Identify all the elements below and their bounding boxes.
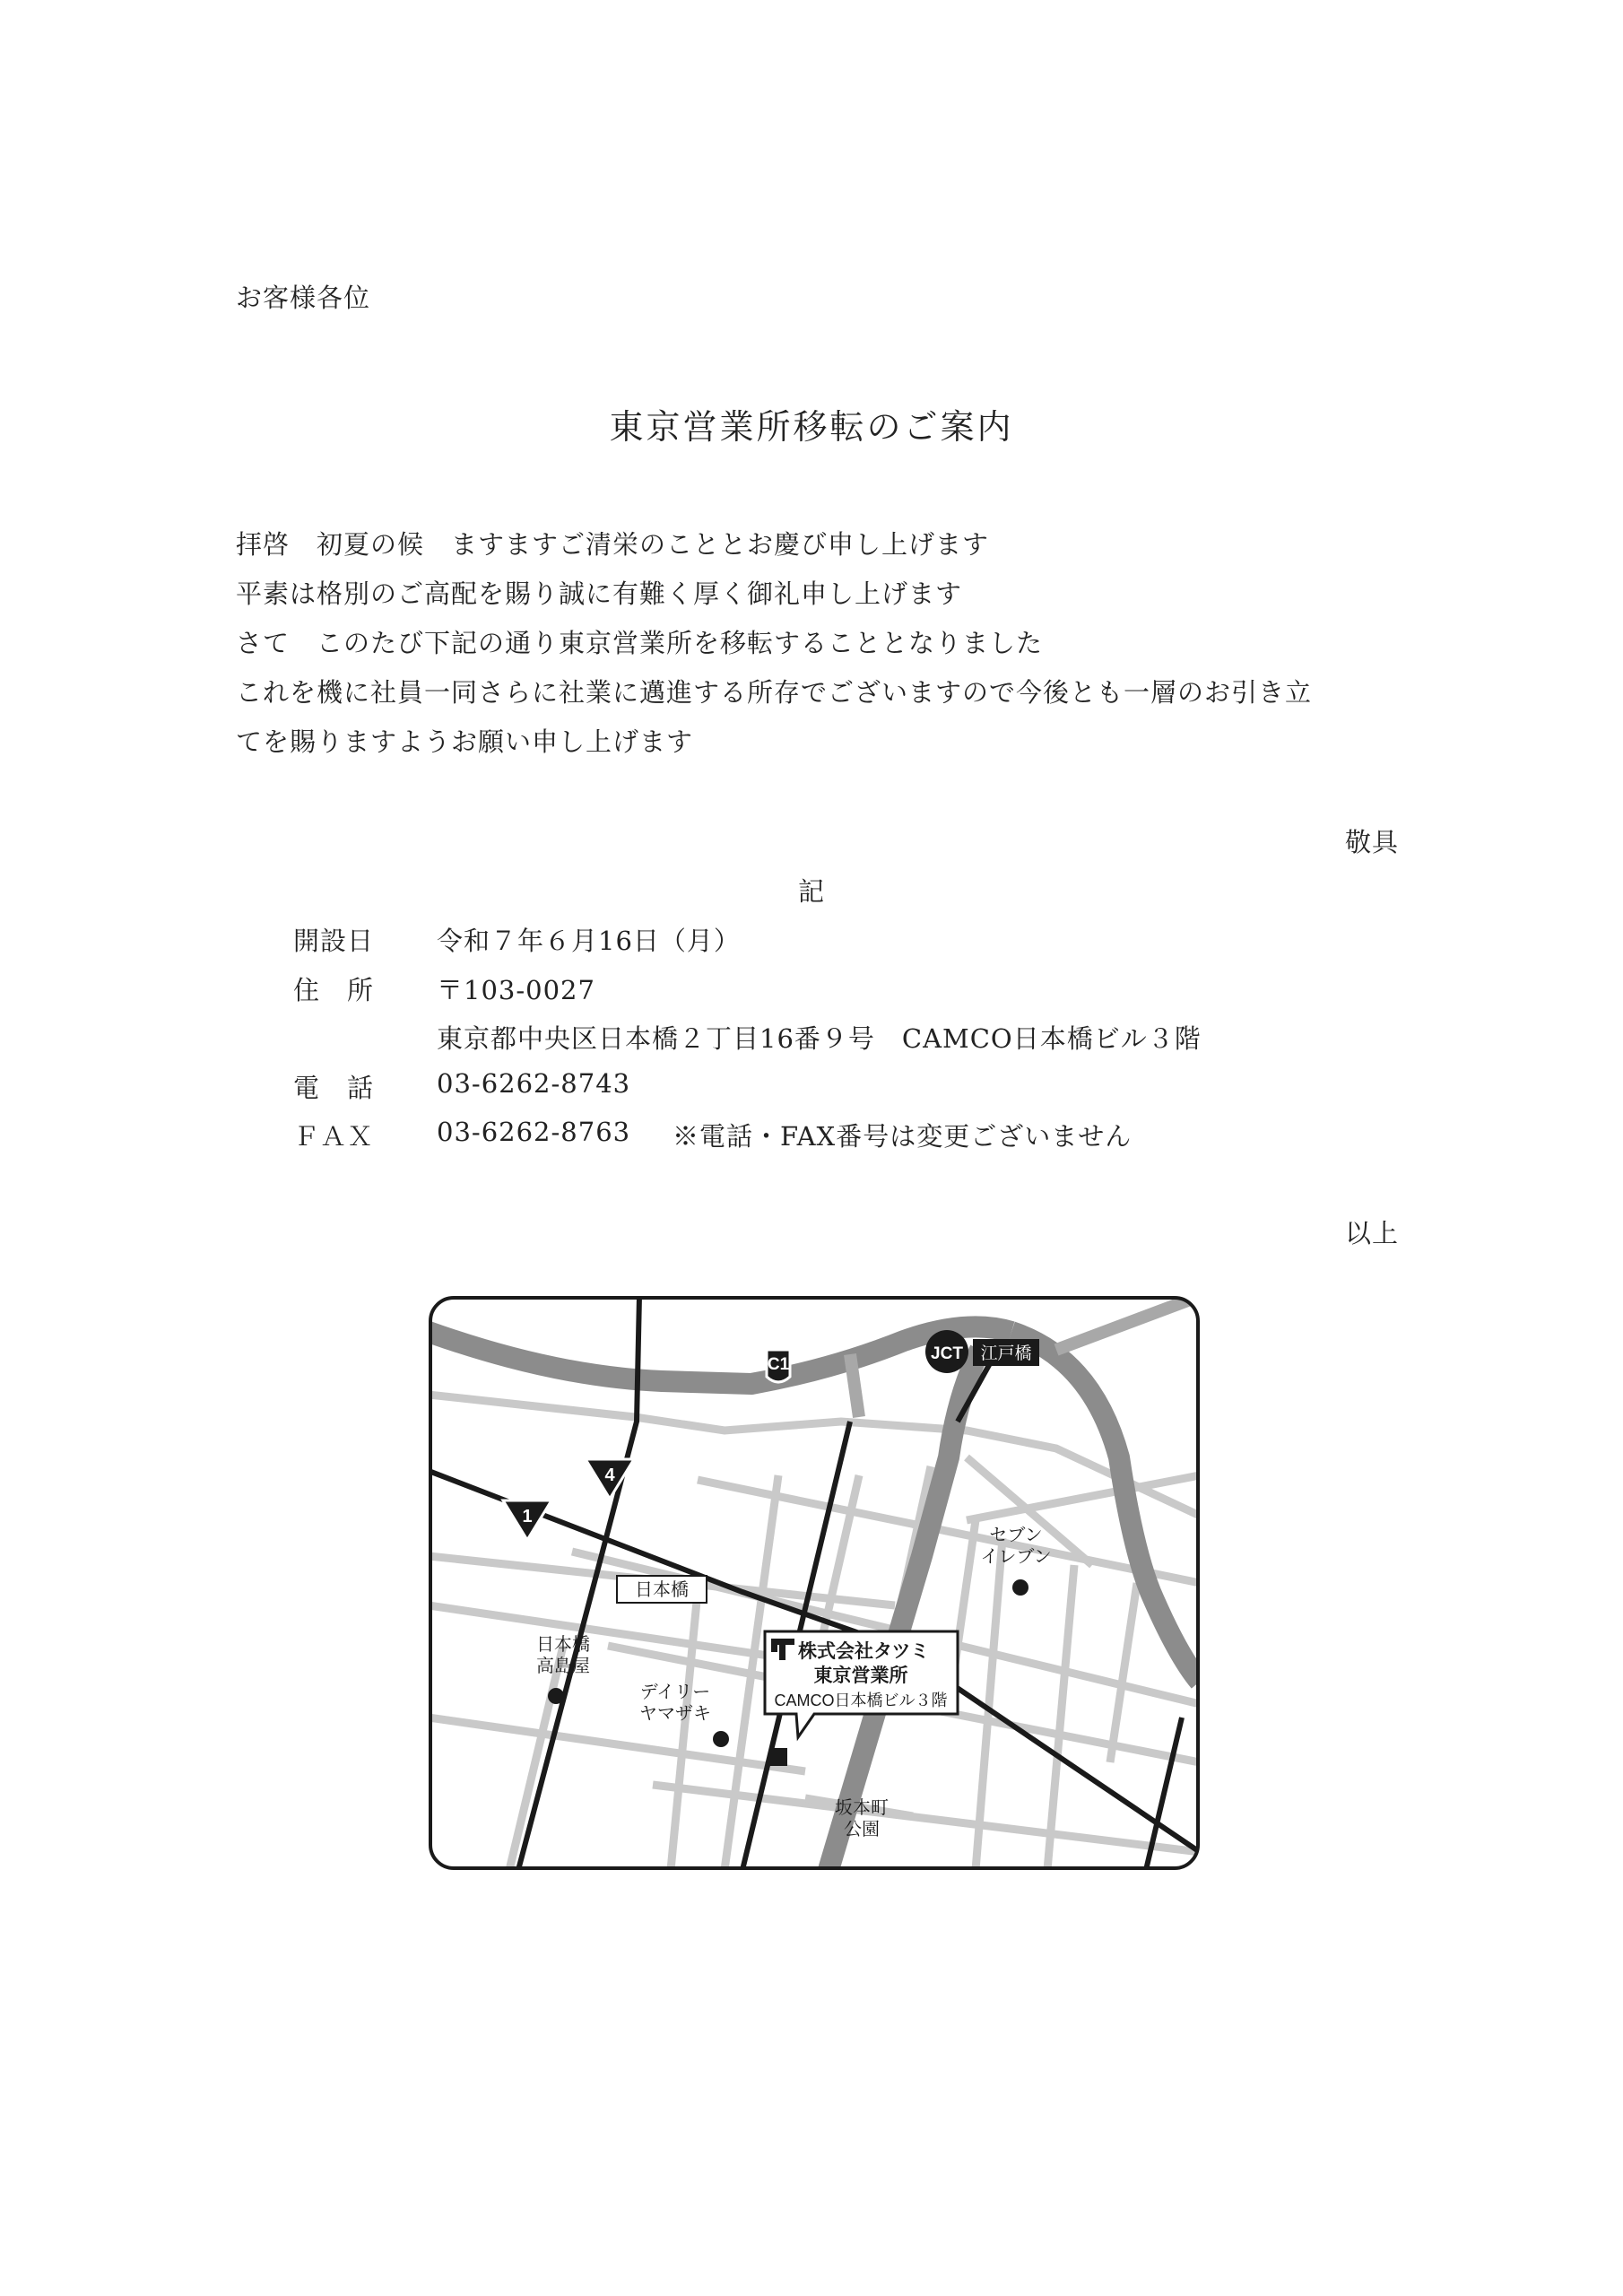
tel-value: 03-6262-8743: [437, 1068, 631, 1099]
end-word: 以上: [1344, 1218, 1399, 1248]
daily-yamazaki-marker-icon: [713, 1731, 729, 1747]
ki-heading: 記: [797, 876, 825, 907]
sakamotocho-park-label-2: 公園: [844, 1820, 880, 1839]
closing-word: 敬具: [1344, 827, 1399, 857]
seven-eleven-label-2: イレブン: [980, 1547, 1052, 1567]
open-date-value: 令和７年６月16日（月）: [437, 926, 741, 956]
fax-value: 03-6262-8763: [437, 1117, 631, 1147]
body-line-3: さて このたび下記の通り東京営業所を移転することとなりました: [236, 628, 1044, 658]
daily-yamazaki-label-1: デイリー: [639, 1683, 711, 1702]
takashimaya-label-2: 高島屋: [536, 1657, 590, 1676]
jct-label: JCT: [931, 1344, 963, 1363]
body-line-4: これを機に社員一同さらに社業に邁進する所存でございますので今後とも一層のお引き立: [236, 677, 1313, 708]
seven-eleven-marker-icon: [1012, 1579, 1028, 1596]
map-office-name: 東京営業所: [813, 1665, 908, 1686]
number-unchanged-note: ※電話・FAX番号は変更ございません: [673, 1121, 1133, 1152]
body-line-2: 平素は格別のご高配を賜り誠に有難く厚く御礼申し上げます: [236, 578, 963, 609]
map-building-name: CAMCO日本橋ビル３階: [774, 1692, 948, 1709]
postal-code: 〒103-0027: [437, 975, 595, 1005]
addressee: お客様各位: [236, 283, 371, 313]
body-line-1: 拝啓 初夏の候 ますますご清栄のこととお慶び申し上げます: [236, 529, 990, 560]
access-map: [429, 1296, 1200, 1870]
takashimaya-marker-icon: [548, 1688, 564, 1704]
address-label: 住 所: [293, 975, 375, 1005]
nihonbashi-bridge-label: 日本橋: [635, 1580, 689, 1600]
route-4-label: 4: [604, 1465, 615, 1485]
tel-label: 電 話: [293, 1073, 375, 1103]
sakamotocho-park-label-1: 坂本町: [835, 1798, 889, 1818]
fax-label: ＦＡＸ: [293, 1121, 375, 1152]
edobashi-jct-label: 江戸橋: [980, 1344, 1032, 1363]
seven-eleven-label-1: セブン: [989, 1526, 1043, 1545]
body-line-5: てを賜りますようお願い申し上げます: [236, 726, 694, 757]
open-date-label: 開設日: [293, 926, 375, 956]
map-company-name: 株式会社タツミ: [798, 1641, 930, 1662]
address-value: 東京都中央区日本橋２丁目16番９号 CAMCO日本橋ビル３階: [437, 1023, 1202, 1054]
daily-yamazaki-label-2: ヤマザキ: [639, 1704, 711, 1724]
page-title: 東京営業所移転のご案内: [609, 407, 1014, 447]
route-1-label: 1: [522, 1507, 533, 1526]
office-location-marker-icon: [769, 1748, 787, 1766]
takashimaya-label-1: 日本橋: [536, 1635, 590, 1655]
route-c1-label: C1: [767, 1355, 790, 1374]
